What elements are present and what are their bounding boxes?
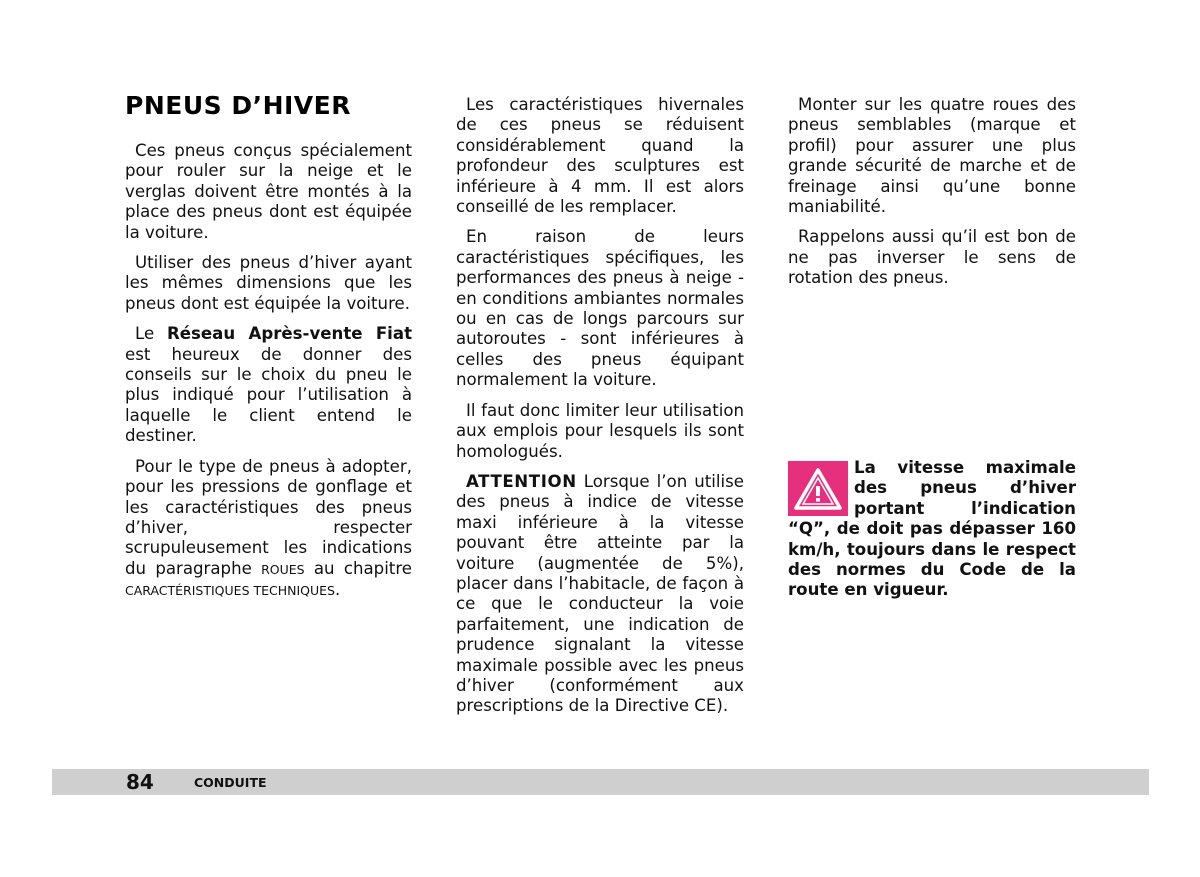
column-2 <box>456 95 744 727</box>
page-number: 84 <box>126 770 154 794</box>
warning-text: La vitesse maximale des pneus d’hiver portant l’indication “Q”, de doit pas dépasser 160 km/h, toujours dans le respect des normes du Code de la route en vigueur. <box>788 458 1076 600</box>
dealer-network-name: Réseau Après-vente Fiat <box>167 324 413 344</box>
text-run: . <box>335 580 341 600</box>
paragraph <box>125 324 412 446</box>
chapter-reference: CARACTÉRISTIQUES TECHNIQUES <box>125 583 335 599</box>
paragraph <box>125 457 412 602</box>
text-run: est heureux de donner des conseils sur le choix du pneu le plus indiqué pour l’utilisation à laquelle le client entend le destiner. <box>125 344 412 446</box>
paragraph: Ces pneus conçus spécialement pour rouler sur la neige et le verglas doivent être montés à la place des pneus dont est équipée la voiture. <box>125 141 412 242</box>
paragraph: Il faut donc limiter leur utilisation aux emplois pour lesquels ils sont homologués. <box>456 400 744 461</box>
paragraph: Utiliser des pneus d’hiver ayant les mêmes dimensions que les pneus dont est équipée la voiture. <box>125 253 412 313</box>
warning-triangle-icon <box>788 461 848 516</box>
page-title: PNEUS D’HIVER <box>125 91 351 120</box>
attention-label: ATTENTION <box>466 471 577 491</box>
paragraph <box>456 472 744 717</box>
text-run: Lorsque l’on utilise des pneus à indice de vitesse maxi inférieure à la vitesse pouvant être atteinte par la voiture (augmentée de 5%), placer dans l’habitacle, de façon à ce que le conducteur la voie parfaitement, une indication de prudence signalant la vitesse maximale possible avec les pneus d’hiver (conformément aux prescriptions de la Directive CE). <box>456 471 744 716</box>
paragraph: Rappelons aussi qu’il est bon de ne pas inverser le sens de rotation des pneus. <box>788 227 1076 288</box>
column-1 <box>125 93 412 612</box>
text-run: Pour le type de pneus à adopter, pour les pressions de gonflage et les caractéristiques des pneus d’hiver, respecter scrupuleusement les indications du paragraphe <box>125 456 412 578</box>
paragraph: Les caractéristiques hivernales de ces pneus se réduisent considérablement quand la profondeur des sculptures est inférieure à 4 mm. Il est alors conseillé de les remplacer. <box>456 95 744 217</box>
text-run: Le <box>135 324 155 344</box>
paragraph: Monter sur les quatre roues des pneus semblables (marque et profil) pour assurer une plus grande sécurité de marche et de freinage ainsi qu’une bonne maniabilité. <box>788 95 1076 217</box>
text-run: au chapitre <box>313 558 412 578</box>
paragraph: En raison de leurs caractéristiques spécifiques, les performances des pneus à neige - en conditions ambiantes normales ou en cas de longs parcours sur autoroutes - sont inférieures à celles des pneus équipant normalement la voiture. <box>456 227 744 390</box>
section-label: CONDUITE <box>194 775 267 790</box>
warning-box <box>788 458 1076 601</box>
section-reference: ROUES <box>261 561 305 577</box>
column-3 <box>788 95 1076 299</box>
